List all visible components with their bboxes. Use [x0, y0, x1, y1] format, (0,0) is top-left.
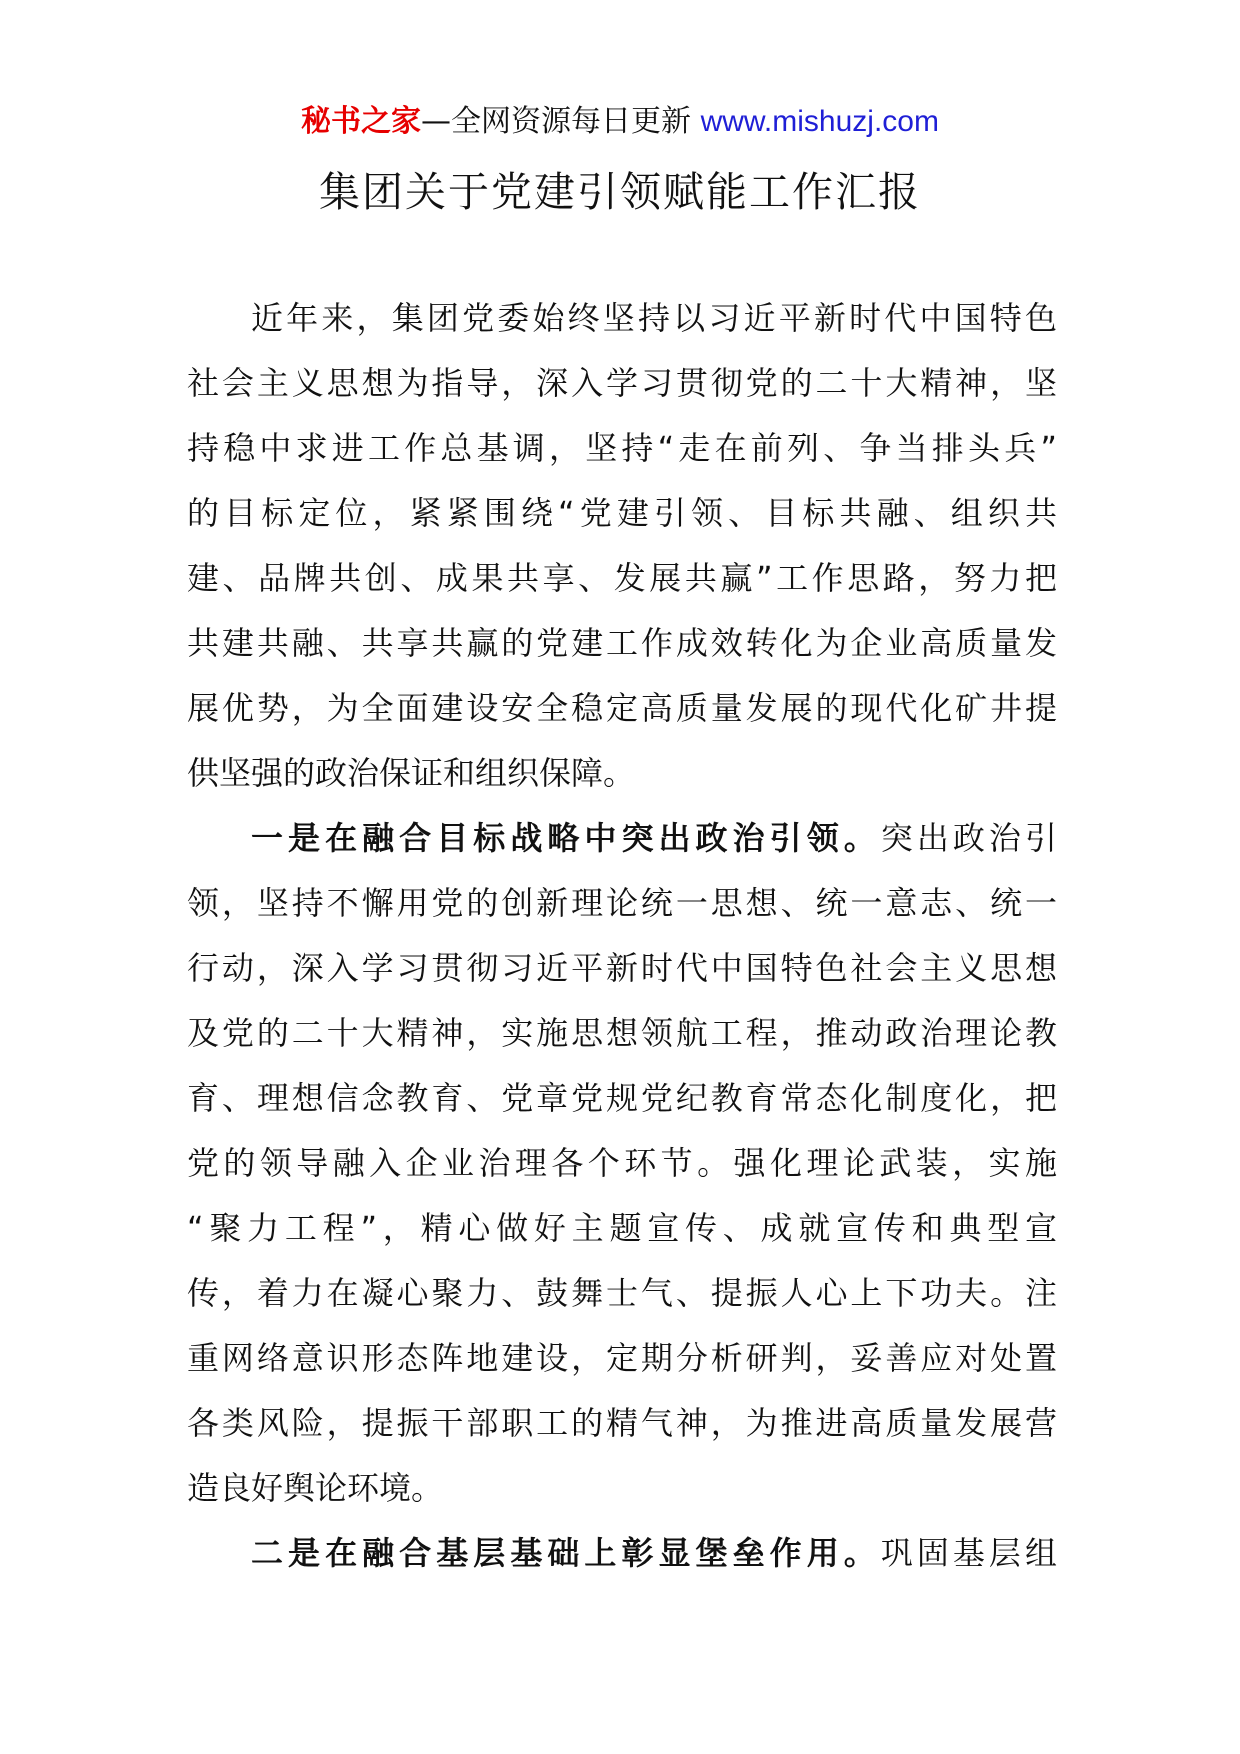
paragraph-1-line-4: 的目标定位，紧紧围绕“党建引领、目标共融、组织共	[187, 494, 1057, 532]
paragraph-3-line-1-text: 巩固基层组	[880, 1534, 1057, 1572]
paragraph-2-line-7: “聚力工程”，精心做好主题宣传、成就宣传和典型宣	[187, 1209, 1057, 1247]
paragraph-2-line-3: 行动，深入学习贯彻习近平新时代中国特色社会主义思想	[187, 949, 1057, 987]
paragraph-1-line-2: 社会主义思想为指导，深入学习贯彻党的二十大精神，坚	[187, 364, 1057, 402]
paragraph-2-line-5: 育、理想信念教育、党章党规党纪教育常态化制度化，把	[187, 1079, 1057, 1117]
paragraph-2-line-8: 传，着力在凝心聚力、鼓舞士气、提振人心上下功夫。注	[187, 1274, 1057, 1312]
paragraph-1-line-7: 展优势，为全面建设安全稳定高质量发展的现代化矿井提	[187, 689, 1057, 727]
paragraph-1-line-1: 近年来，集团党委始终坚持以习近平新时代中国特色	[251, 299, 1057, 337]
paragraph-1-line-8: 供坚强的政治保证和组织保障。	[187, 754, 636, 792]
site-url-link[interactable]: www.mishuzj.com	[700, 105, 939, 138]
paragraph-2-line-11: 造良好舆论环境。	[187, 1469, 444, 1507]
site-brand: 秘书之家	[301, 104, 422, 139]
paragraph-1-line-3: 持稳中求进工作总基调，坚持“走在前列、争当排头兵”	[187, 429, 1057, 467]
paragraph-3-line-1	[187, 1521, 1057, 1586]
paragraph-2-line-1-text: 突出政治引	[880, 819, 1057, 857]
section-2-heading: 二是在融合基层基础上彰显堡垒作用。	[251, 1534, 881, 1572]
document-title: 集团关于党建引领赋能工作汇报	[319, 168, 921, 216]
paragraph-2-line-9: 重网络意识形态阵地建设，定期分析研判，妥善应对处置	[187, 1339, 1057, 1377]
site-tagline: —全网资源每日更新	[421, 104, 692, 139]
paragraph-2-line-4: 及党的二十大精神，实施思想领航工程，推动政治理论教	[187, 1014, 1057, 1052]
paragraph-2-line-10: 各类风险，提振干部职工的精气神，为推进高质量发展营	[187, 1404, 1057, 1442]
document-body	[187, 286, 1057, 1586]
paragraph-1-line-5: 建、品牌共创、成果共享、发展共赢”工作思路，努力把	[187, 559, 1057, 597]
paragraph-2-line-6: 党的领导融入企业治理各个环节。强化理论武装，实施	[187, 1144, 1057, 1182]
paragraph-2-line-2: 领，坚持不懈用党的创新理论统一思想、统一意志、统一	[187, 884, 1057, 922]
paragraph-2-line-1	[187, 806, 1057, 871]
section-1-heading: 一是在融合目标战略中突出政治引领。	[251, 819, 881, 857]
site-header	[0, 100, 1240, 144]
paragraph-1-line-6: 共建共融、共享共赢的党建工作成效转化为企业高质量发	[187, 624, 1057, 662]
